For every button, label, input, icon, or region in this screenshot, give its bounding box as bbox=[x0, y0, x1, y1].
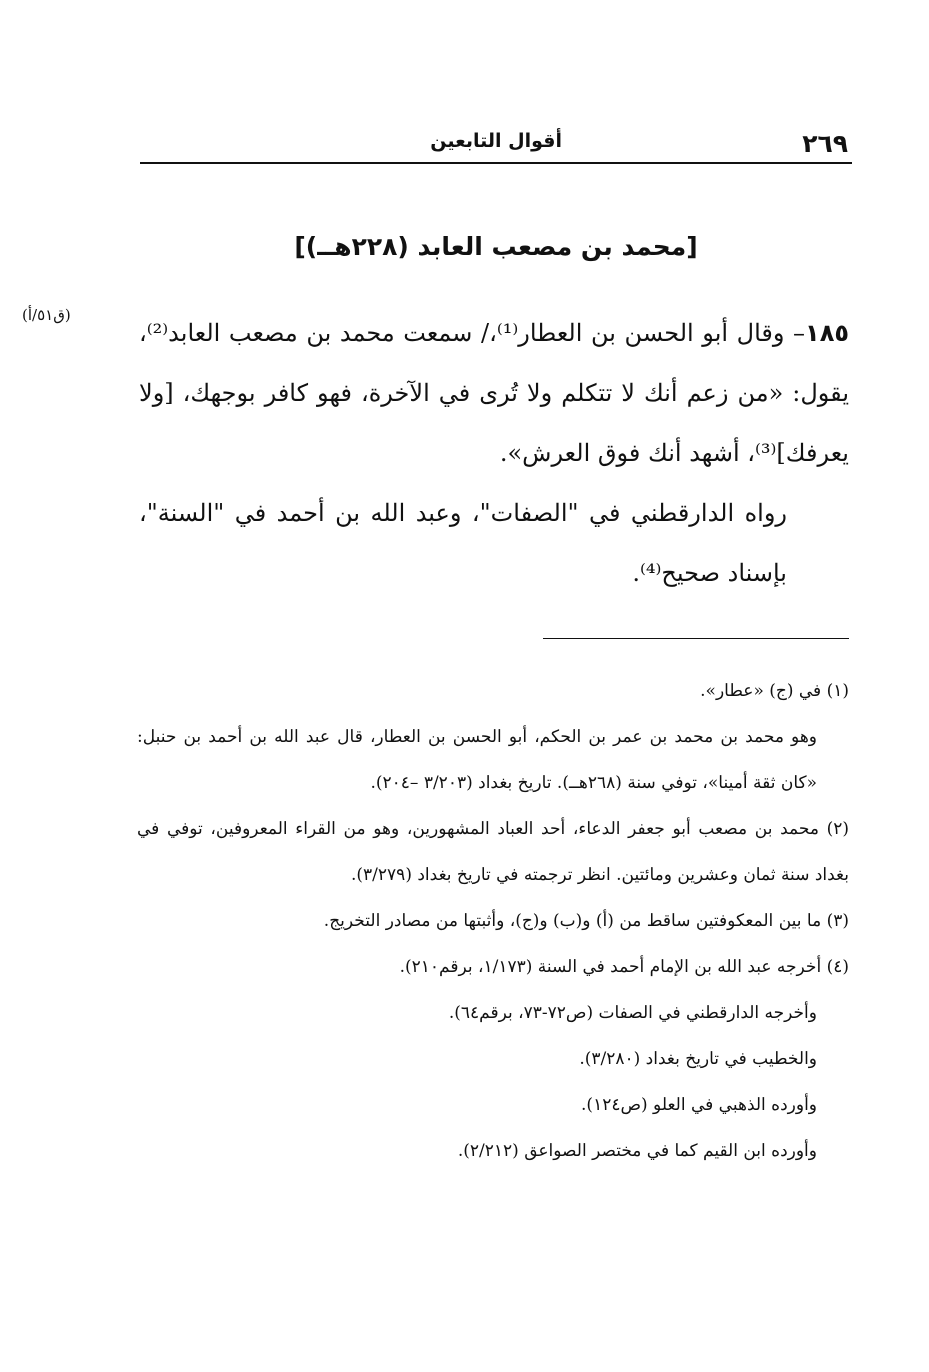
footnote-1: (١) في (ج) «عطار». bbox=[700, 681, 849, 701]
running-title: أقوال التابعين bbox=[430, 130, 562, 152]
footnote-4-source-3: والخطيب في تاريخ بغداد (٣/٢٨٠). bbox=[579, 1049, 817, 1069]
header-rule bbox=[140, 162, 852, 164]
section-title: [محمد بن مصعب العابد (٢٢٨هــ)] bbox=[294, 232, 698, 261]
footnote-4: (٤) أخرجه عبد الله بن الإمام أحمد في السنة (١/١٧٣، برقم٢١٠). bbox=[399, 957, 849, 977]
footnotes bbox=[137, 668, 849, 1174]
page-header bbox=[140, 127, 852, 159]
manuscript-folio-note: (ق٥١/أ) bbox=[22, 306, 71, 324]
paragraph-takhrij: رواه الدارقطني في "الصفات"، وعبد الله بن أحمد في "السنة"، بإسناد صحيح⁽⁴⁾. bbox=[139, 499, 787, 587]
item-number: ١٨٥ bbox=[805, 319, 849, 347]
footnote-4-source-2: وأخرجه الدارقطني في الصفات (ص٧٢-٧٣، برقم٦٤). bbox=[448, 1003, 817, 1023]
footnote-4-source-5: وأورده ابن القيم كما في مختصر الصواعق (٢/٢١٢). bbox=[457, 1141, 817, 1161]
footnote-1-detail: وهو محمد بن محمد بن عمر بن الحكم، أبو الحسن بن العطار، قال عبد الله بن أحمد بن حنبل: «كان ثقة أمينا»، توفي سنة (٢٦٨هــ). تاريخ بغداد (٣/٢٠٣ –٢٠٤). bbox=[137, 727, 817, 793]
paragraph-185 bbox=[139, 303, 849, 483]
footnote-4-source-4: وأورده الذهبي في العلو (ص١٢٤). bbox=[581, 1095, 817, 1115]
main-text bbox=[139, 303, 849, 603]
paragraph-185-text: – وقال أبو الحسن بن العطار⁽¹⁾،/ سمعت محمد بن مصعب العابد⁽²⁾، يقول: «من زعم أنك لا تتكلم ولا تُرى في الآخرة، فهو كافر بوجهك، [ولا يعرفك]⁽³⁾، أشهد أنك فوق العرش». bbox=[139, 319, 849, 467]
footnote-3: (٣) ما بين المعكوفتين ساقط من (أ) و(ب) و(ج)، وأثبتها من مصادر التخريج. bbox=[323, 911, 849, 931]
footnote-2: (٢) محمد بن مصعب أبو جعفر الدعاء، أحد العباد المشهورين، وهو من القراء المعروفين، توفي في بغداد سنة ثمان وعشرين ومائتين. انظر ترجمته في تاريخ بغداد (٣/٢٧٩). bbox=[137, 819, 849, 885]
page-number: ٢٦٩ bbox=[802, 129, 848, 158]
footnote-separator bbox=[543, 638, 849, 639]
